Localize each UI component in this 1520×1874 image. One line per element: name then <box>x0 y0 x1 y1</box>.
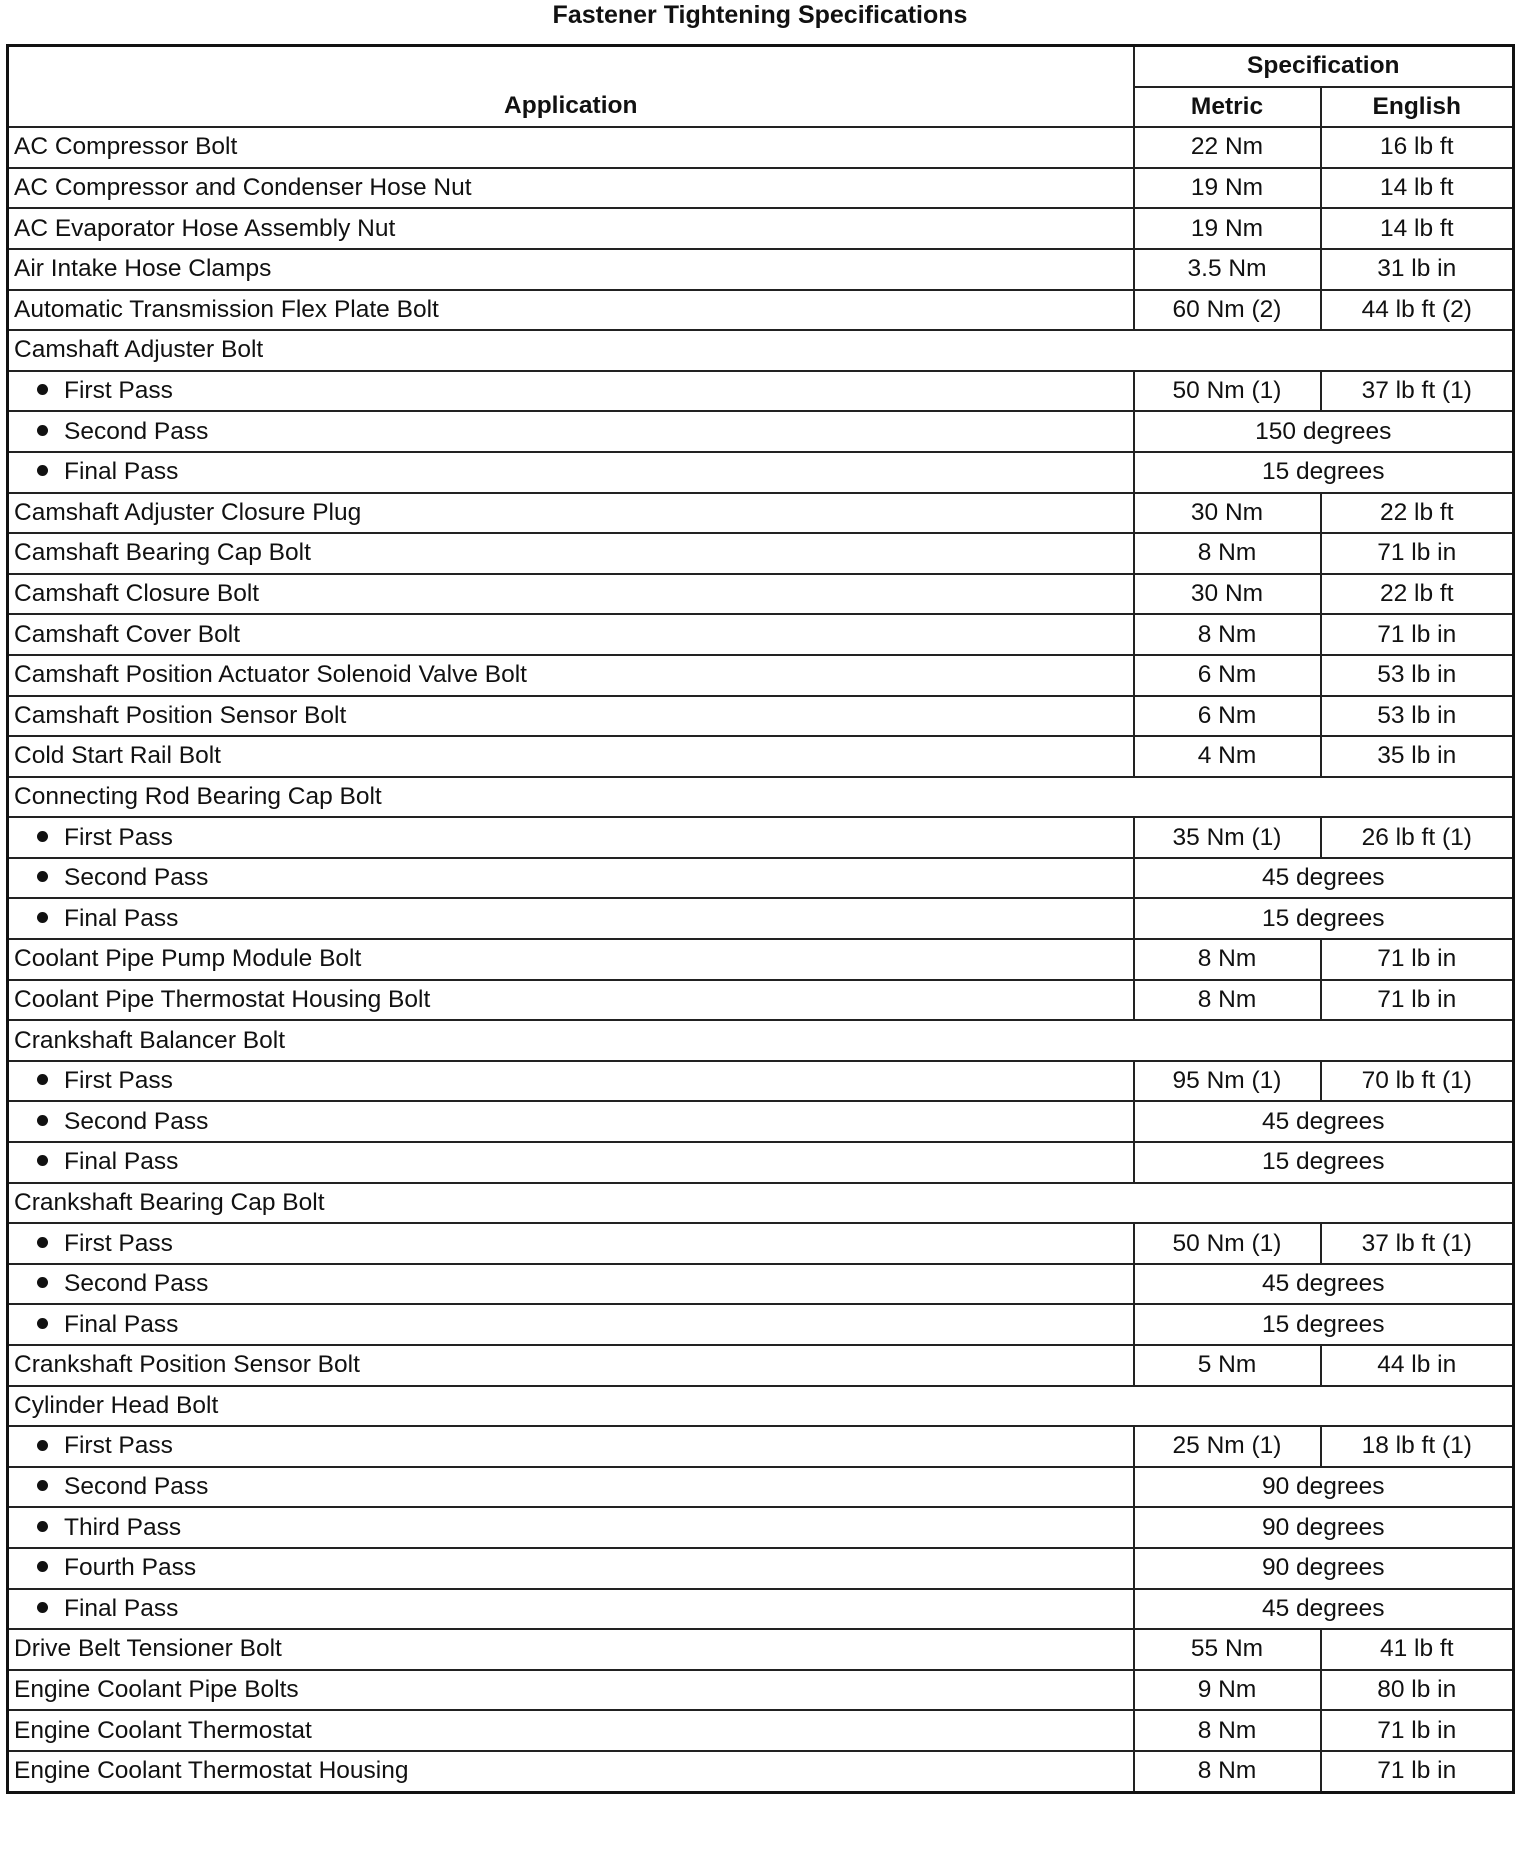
pass-label: Second Pass <box>64 417 209 445</box>
table-row <box>8 1345 1514 1386</box>
pass-cell <box>8 898 1134 939</box>
pass-cell <box>8 411 1134 452</box>
english-cell: 71 lb in <box>1321 939 1514 980</box>
application-cell: Automatic Transmission Flex Plate Bolt <box>8 290 1134 331</box>
bullet-icon <box>37 384 48 395</box>
pass-label: First Pass <box>64 823 173 851</box>
application-cell: Engine Coolant Pipe Bolts <box>8 1670 1134 1711</box>
table-row <box>8 290 1514 331</box>
pass-label: Final Pass <box>64 458 179 486</box>
bullet-icon <box>37 1237 48 1248</box>
table-row <box>8 330 1514 371</box>
metric-cell: 8 Nm <box>1134 1710 1321 1751</box>
table-row <box>8 249 1514 290</box>
english-cell: 18 lb ft (1) <box>1321 1426 1514 1467</box>
english-cell: 71 lb in <box>1321 533 1514 574</box>
table-row <box>8 696 1514 737</box>
application-cell: AC Evaporator Hose Assembly Nut <box>8 208 1134 249</box>
application-cell: Coolant Pipe Thermostat Housing Bolt <box>8 980 1134 1021</box>
pass-cell <box>8 1264 1134 1305</box>
bullet-icon <box>37 871 48 882</box>
table-row <box>8 1589 1514 1630</box>
metric-cell: 8 Nm <box>1134 980 1321 1021</box>
application-cell: Engine Coolant Thermostat Housing <box>8 1751 1134 1792</box>
pass-label: First Pass <box>64 1067 173 1095</box>
application-cell: Coolant Pipe Pump Module Bolt <box>8 939 1134 980</box>
table-row <box>8 1264 1514 1305</box>
table-row <box>8 1223 1514 1264</box>
english-cell: 71 lb in <box>1321 614 1514 655</box>
table-row <box>8 493 1514 534</box>
metric-cell: 9 Nm <box>1134 1670 1321 1711</box>
metric-cell: 50 Nm (1) <box>1134 371 1321 412</box>
bullet-icon <box>37 1480 48 1491</box>
table-row <box>8 1386 1514 1427</box>
pass-cell <box>8 1304 1134 1345</box>
pass-cell <box>8 1142 1134 1183</box>
table-row <box>8 533 1514 574</box>
table-row <box>8 655 1514 696</box>
metric-cell: 60 Nm (2) <box>1134 290 1321 331</box>
pass-label: Final Pass <box>64 1310 179 1338</box>
metric-cell: 8 Nm <box>1134 533 1321 574</box>
table-row <box>8 208 1514 249</box>
application-cell: Engine Coolant Thermostat <box>8 1710 1134 1751</box>
english-cell: 71 lb in <box>1321 1710 1514 1751</box>
bullet-icon <box>37 1521 48 1532</box>
english-cell: 41 lb ft <box>1321 1629 1514 1670</box>
metric-cell: 50 Nm (1) <box>1134 1223 1321 1264</box>
english-cell: 31 lb in <box>1321 249 1514 290</box>
table-row <box>8 452 1514 493</box>
application-cell: Camshaft Adjuster Closure Plug <box>8 493 1134 534</box>
pass-label: Third Pass <box>64 1513 182 1541</box>
spec-table <box>6 44 1515 1794</box>
angle-cell: 15 degrees <box>1134 452 1514 493</box>
bullet-icon <box>37 465 48 476</box>
group-label: Crankshaft Balancer Bolt <box>8 1020 1514 1061</box>
application-cell: Crankshaft Position Sensor Bolt <box>8 1345 1134 1386</box>
bullet-icon <box>37 1155 48 1166</box>
english-cell: 80 lb in <box>1321 1670 1514 1711</box>
bullet-icon <box>37 831 48 842</box>
metric-cell: 6 Nm <box>1134 655 1321 696</box>
bullet-icon <box>37 1440 48 1451</box>
metric-cell: 8 Nm <box>1134 614 1321 655</box>
pass-cell <box>8 1589 1134 1630</box>
specification-header: Specification <box>1134 46 1514 87</box>
angle-cell: 90 degrees <box>1134 1467 1514 1508</box>
application-cell: AC Compressor Bolt <box>8 127 1134 168</box>
english-cell: 37 lb ft (1) <box>1321 371 1514 412</box>
metric-header: Metric <box>1134 87 1321 128</box>
pass-cell <box>8 1507 1134 1548</box>
group-label: Crankshaft Bearing Cap Bolt <box>8 1183 1514 1224</box>
english-cell: 22 lb ft <box>1321 493 1514 534</box>
table-row <box>8 817 1514 858</box>
metric-cell: 19 Nm <box>1134 208 1321 249</box>
table-row <box>8 1548 1514 1589</box>
table-row <box>8 1061 1514 1102</box>
bullet-icon <box>37 1074 48 1085</box>
metric-cell: 8 Nm <box>1134 1751 1321 1792</box>
table-row <box>8 1670 1514 1711</box>
bullet-icon <box>37 425 48 436</box>
bullet-icon <box>37 1561 48 1572</box>
metric-cell: 3.5 Nm <box>1134 249 1321 290</box>
pass-label: Final Pass <box>64 904 179 932</box>
table-row <box>8 1426 1514 1467</box>
bullet-icon <box>37 1115 48 1126</box>
english-cell: 70 lb ft (1) <box>1321 1061 1514 1102</box>
table-row <box>8 898 1514 939</box>
metric-cell: 6 Nm <box>1134 696 1321 737</box>
metric-cell: 5 Nm <box>1134 1345 1321 1386</box>
application-cell: Camshaft Bearing Cap Bolt <box>8 533 1134 574</box>
metric-cell: 8 Nm <box>1134 939 1321 980</box>
application-cell: Air Intake Hose Clamps <box>8 249 1134 290</box>
table-row <box>8 371 1514 412</box>
pass-cell <box>8 1548 1134 1589</box>
english-cell: 44 lb in <box>1321 1345 1514 1386</box>
pass-label: Second Pass <box>64 1107 209 1135</box>
table-row <box>8 939 1514 980</box>
pass-label: First Pass <box>64 1432 173 1460</box>
english-cell: 53 lb in <box>1321 655 1514 696</box>
table-row <box>8 1710 1514 1751</box>
english-cell: 14 lb ft <box>1321 168 1514 209</box>
english-cell: 35 lb in <box>1321 736 1514 777</box>
angle-cell: 90 degrees <box>1134 1548 1514 1589</box>
table-row <box>8 614 1514 655</box>
application-cell: Camshaft Position Actuator Solenoid Valve Bolt <box>8 655 1134 696</box>
english-cell: 53 lb in <box>1321 696 1514 737</box>
pass-cell <box>8 1101 1134 1142</box>
bullet-icon <box>37 1318 48 1329</box>
pass-label: Second Pass <box>64 1270 209 1298</box>
angle-cell: 15 degrees <box>1134 1304 1514 1345</box>
pass-label: Second Pass <box>64 1473 209 1501</box>
page-title: Fastener Tightening Specifications <box>552 1 968 29</box>
angle-cell: 90 degrees <box>1134 1507 1514 1548</box>
metric-cell: 19 Nm <box>1134 168 1321 209</box>
angle-cell: 15 degrees <box>1134 898 1514 939</box>
bullet-icon <box>37 912 48 923</box>
application-header: Application <box>8 46 1134 128</box>
application-cell: Camshaft Closure Bolt <box>8 574 1134 615</box>
english-cell: 22 lb ft <box>1321 574 1514 615</box>
table-row <box>8 1101 1514 1142</box>
table-row <box>8 777 1514 818</box>
pass-cell <box>8 1426 1134 1467</box>
pass-label: Final Pass <box>64 1148 179 1176</box>
angle-cell: 45 degrees <box>1134 858 1514 899</box>
table-row <box>8 1629 1514 1670</box>
table-body <box>8 127 1514 1792</box>
table-row <box>8 1751 1514 1792</box>
table-row <box>8 736 1514 777</box>
table-row <box>8 1142 1514 1183</box>
table-row <box>8 1467 1514 1508</box>
metric-cell: 55 Nm <box>1134 1629 1321 1670</box>
metric-cell: 30 Nm <box>1134 493 1321 534</box>
pass-label: Second Pass <box>64 864 209 892</box>
pass-cell <box>8 1061 1134 1102</box>
table-row <box>8 1020 1514 1061</box>
english-cell: 71 lb in <box>1321 980 1514 1021</box>
pass-label: Final Pass <box>64 1594 179 1622</box>
table-row <box>8 1183 1514 1224</box>
pass-label: Fourth Pass <box>64 1554 197 1582</box>
english-cell: 71 lb in <box>1321 1751 1514 1792</box>
bullet-icon <box>37 1602 48 1613</box>
pass-cell <box>8 371 1134 412</box>
pass-cell <box>8 1467 1134 1508</box>
pass-cell <box>8 817 1134 858</box>
table-row <box>8 574 1514 615</box>
pass-label: First Pass <box>64 377 173 405</box>
metric-cell: 35 Nm (1) <box>1134 817 1321 858</box>
table-row <box>8 411 1514 452</box>
angle-cell: 45 degrees <box>1134 1101 1514 1142</box>
pass-cell <box>8 1223 1134 1264</box>
pass-label: First Pass <box>64 1229 173 1257</box>
metric-cell: 22 Nm <box>1134 127 1321 168</box>
group-label: Camshaft Adjuster Bolt <box>8 330 1514 371</box>
group-label: Connecting Rod Bearing Cap Bolt <box>8 777 1514 818</box>
pass-cell <box>8 858 1134 899</box>
english-cell: 44 lb ft (2) <box>1321 290 1514 331</box>
table-row <box>8 1507 1514 1548</box>
metric-cell: 4 Nm <box>1134 736 1321 777</box>
table-row <box>8 980 1514 1021</box>
metric-cell: 95 Nm (1) <box>1134 1061 1321 1102</box>
application-cell: Cold Start Rail Bolt <box>8 736 1134 777</box>
angle-cell: 150 degrees <box>1134 411 1514 452</box>
english-cell: 26 lb ft (1) <box>1321 817 1514 858</box>
group-label: Cylinder Head Bolt <box>8 1386 1514 1427</box>
application-cell: AC Compressor and Condenser Hose Nut <box>8 168 1134 209</box>
english-cell: 37 lb ft (1) <box>1321 1223 1514 1264</box>
application-cell: Camshaft Position Sensor Bolt <box>8 696 1134 737</box>
application-cell: Camshaft Cover Bolt <box>8 614 1134 655</box>
pass-cell <box>8 452 1134 493</box>
table-row <box>8 1304 1514 1345</box>
metric-cell: 30 Nm <box>1134 574 1321 615</box>
bullet-icon <box>37 1277 48 1288</box>
metric-cell: 25 Nm (1) <box>1134 1426 1321 1467</box>
english-header: English <box>1321 87 1514 128</box>
english-cell: 14 lb ft <box>1321 208 1514 249</box>
table-header <box>8 46 1514 128</box>
table-row <box>8 168 1514 209</box>
english-cell: 16 lb ft <box>1321 127 1514 168</box>
table-row <box>8 858 1514 899</box>
application-cell: Drive Belt Tensioner Bolt <box>8 1629 1134 1670</box>
angle-cell: 45 degrees <box>1134 1589 1514 1630</box>
angle-cell: 15 degrees <box>1134 1142 1514 1183</box>
table-row <box>8 127 1514 168</box>
angle-cell: 45 degrees <box>1134 1264 1514 1305</box>
